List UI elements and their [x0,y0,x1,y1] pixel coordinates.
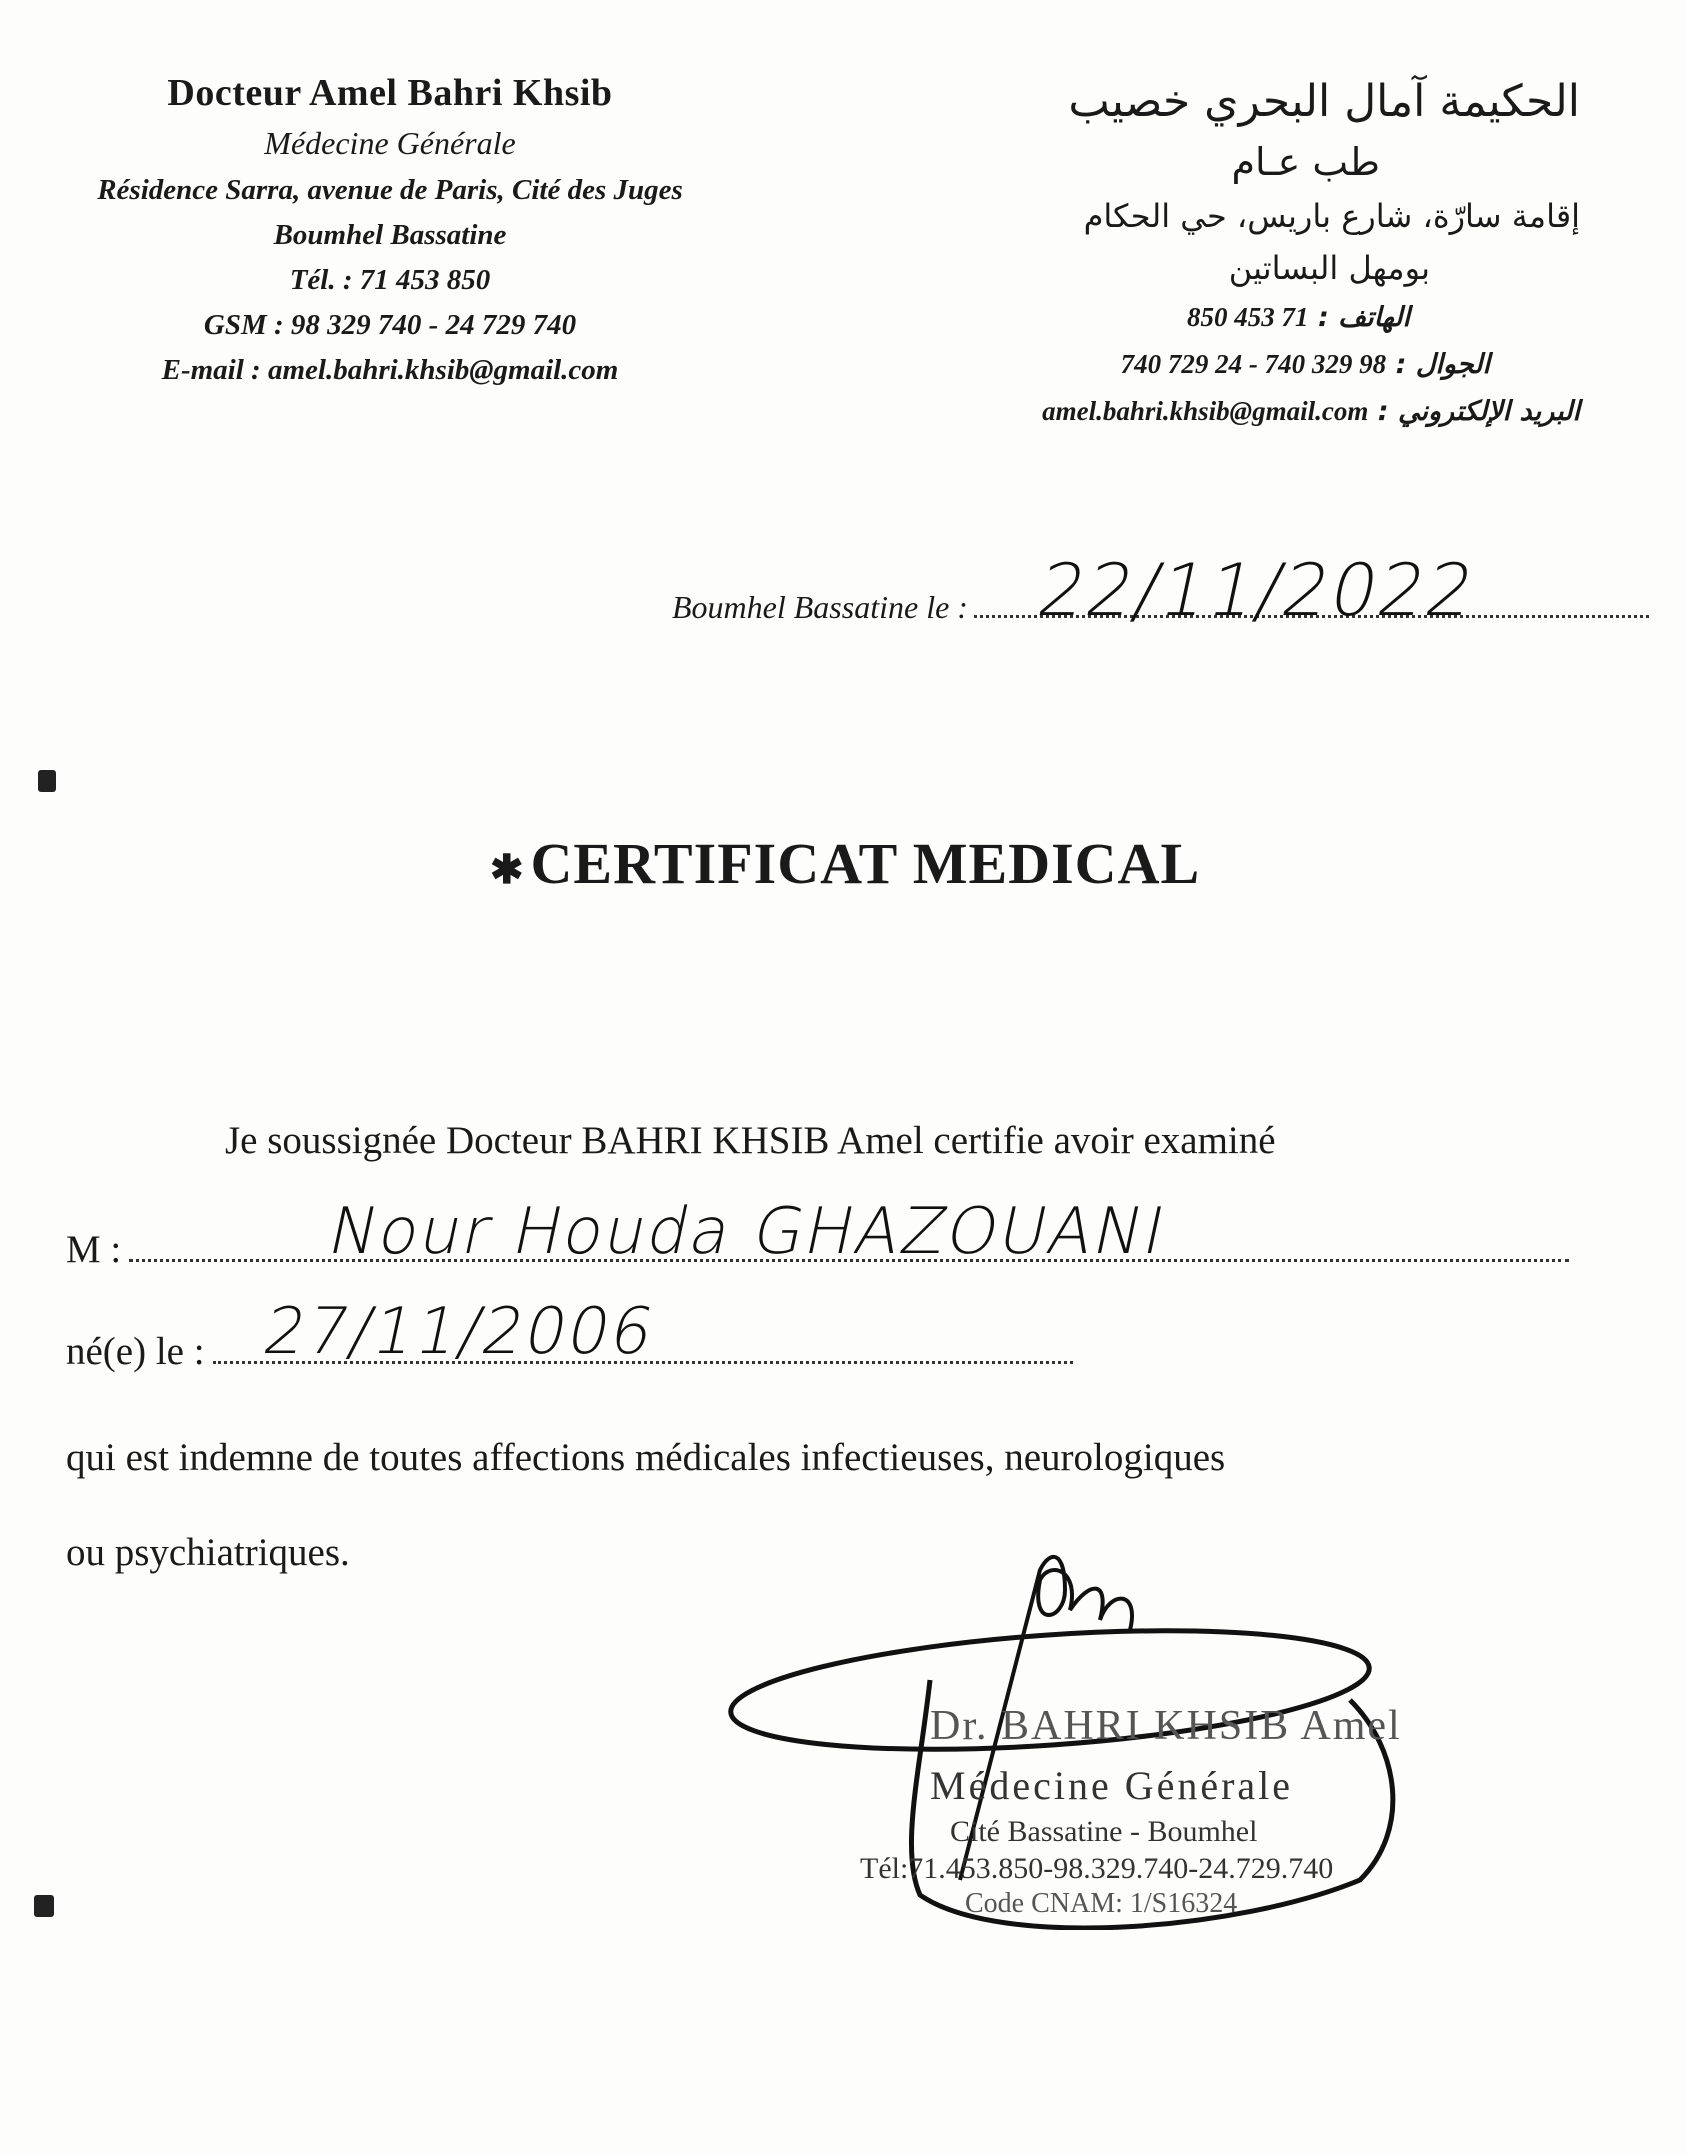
stamp-line-2: Médecine Générale [930,1763,1294,1808]
gsm-value-arabic: 98 329 740 - 24 729 740 [1120,349,1387,379]
letterhead-left [40,68,740,393]
stamp-line-3: Cité Bassatine - Boumhel [950,1815,1258,1848]
phone-label-arabic: الهاتف : [1317,302,1410,333]
doctor-phone-arabic [960,294,1580,341]
ink-mark-icon: ✱ [490,847,525,893]
doctor-specialty-arabic: طب عـام [1231,140,1380,184]
date-handwritten: 22/11/2022 [1031,548,1484,632]
statement-text: qui est indemne de toutes affections médicales infectieuses, neurologiques [66,1436,1226,1479]
gsm-label-arabic: الجوال : [1395,349,1490,380]
dob-handwritten: 27/11/2006 [257,1295,662,1369]
email-label-arabic: البريد الإلكتروني : [1377,396,1580,427]
doctor-city: Boumhel Bassatine [273,219,507,251]
dob-label: né(e) le : [66,1330,205,1373]
doctor-name: Docteur Amel Bahri Khsib [167,72,613,114]
phone-value-arabic: 71 453 850 [1187,302,1309,332]
intro-text: Je soussignée Docteur BAHRI KHSIB Amel certifie avoir examiné [225,1119,1276,1162]
doctor-gsm: GSM : 98 329 740 - 24 729 740 [203,309,577,341]
doctor-email: E-mail : amel.bahri.khsib@gmail.com [161,354,619,386]
doctor-phone: Tél. : 71 453 850 [289,264,491,296]
patient-label: M : [66,1228,122,1271]
doctor-gsm-arabic [960,341,1580,388]
document-title-text: CERTIFICAT MEDICAL [530,831,1201,896]
doctor-city-arabic: بومهل البساتين [1228,249,1430,287]
doctor-specialty: Médecine Générale [264,125,516,161]
letterhead-right [960,70,1580,435]
punch-mark-bottom [34,1895,54,1917]
stamp-line-5: Code CNAM: 1/S16324 [965,1888,1238,1919]
doctor-name-arabic: الحكيمة آمال البحري خصيب [1068,76,1580,127]
statement-end-text: ou psychiatriques. [66,1531,350,1574]
patient-name-handwritten: Nour Houda GHAZOUANI [322,1195,1174,1269]
punch-mark-top [38,770,56,792]
document-title [490,830,1200,897]
date-label: Boumhel Bassatine le : [672,589,968,625]
doctor-email-arabic [960,388,1580,435]
email-value-arabic: amel.bahri.khsib@gmail.com [1042,396,1369,426]
doctor-address: Résidence Sarra, avenue de Paris, Cité des Juges [97,174,683,206]
stamp-line-1: Dr. BAHRI KHSIB Amel [930,1703,1402,1749]
doctor-address-arabic: إقامة سارّة، شارع باريس، حي الحكام [1083,197,1580,235]
stamp-line-4: Tél:71.453.850-98.329.740-24.729.740 [860,1852,1334,1885]
